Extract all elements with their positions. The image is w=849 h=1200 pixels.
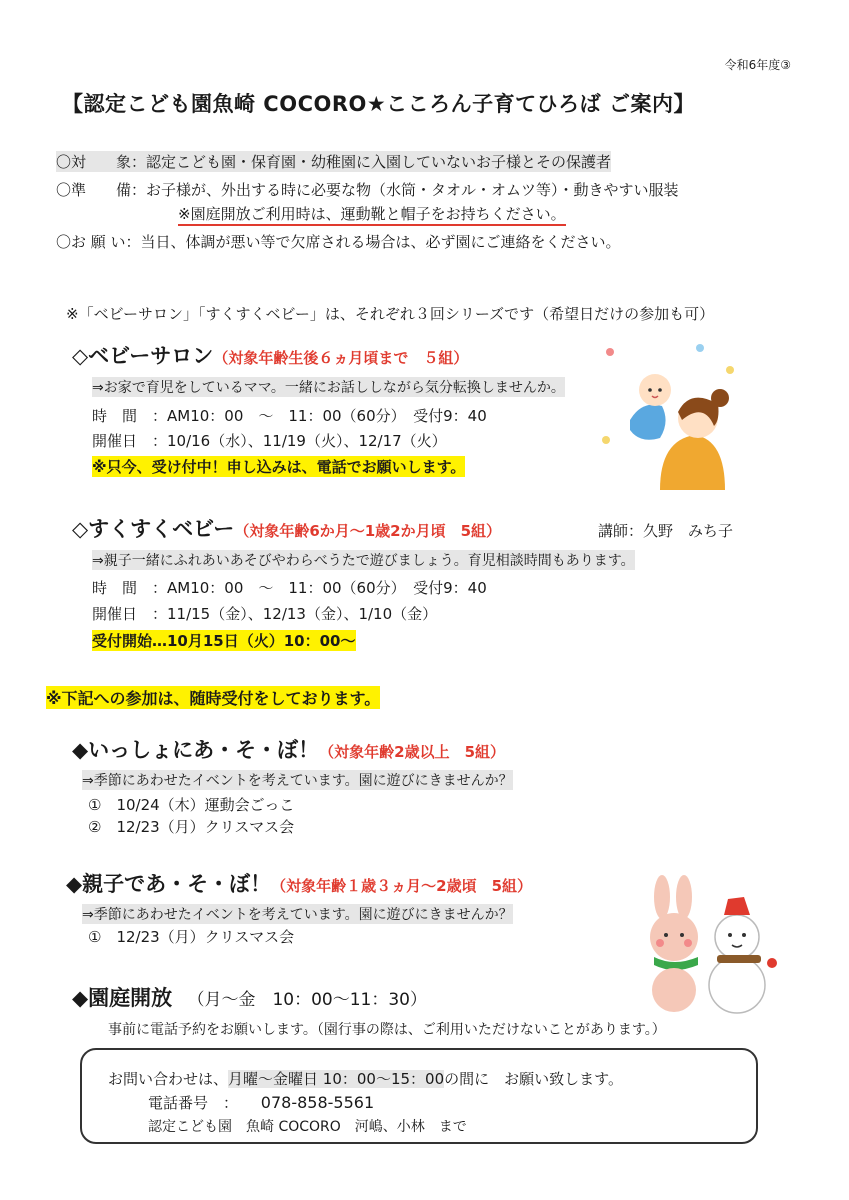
- baby-salon-heading: [72, 340, 468, 370]
- fiscal-year-label: 令和6年度③: [724, 58, 791, 72]
- target-text: ：認定こども園・保育園・幼稚園に入園していないお子様とその保護者: [131, 153, 612, 171]
- mother-baby-illustration: [600, 340, 740, 490]
- target-row: [56, 151, 611, 172]
- snowman-body: [709, 957, 765, 1013]
- rabbit-ear: [676, 875, 692, 919]
- anytime-note: ※下記への参加は、随時受付をしております。: [46, 686, 380, 709]
- request-row: [56, 231, 621, 252]
- dot-icon: [606, 348, 614, 356]
- baby-salon-time: 時 間 ：AM10：00 ～ 11：00（60分） 受付9：40: [92, 407, 487, 425]
- sukusuku-title: ◇すくすくベビー: [72, 517, 235, 541]
- mother-bun: [711, 389, 729, 407]
- mother-body: [660, 435, 725, 490]
- contact-pre: お問い合わせは、: [108, 1070, 229, 1088]
- snowman-head: [715, 915, 759, 959]
- baby-face: [639, 374, 671, 406]
- prep-row: [56, 179, 679, 200]
- snowman-hat: [724, 897, 750, 915]
- issho-item: ② 12/23（月）クリスマス会: [88, 818, 295, 836]
- rabbit-snowman-illustration: [632, 875, 792, 1015]
- phone-number: 078-858-5561: [260, 1093, 375, 1112]
- prep-label: 〇準 備: [56, 181, 132, 199]
- baby-salon-target: （対象年齢生後６ヵ月頃まで ５組）: [213, 349, 469, 367]
- rabbit-body: [652, 968, 696, 1012]
- sukusuku-time: 時 間 ：AM10：00 ～ 11：00（60分） 受付9：40: [92, 579, 487, 597]
- garden-desc: 事前に電話予約をお願いします。（園行事の際は、ご利用いただけないことがあります。）: [108, 1022, 666, 1038]
- snowman-mitten: [767, 958, 777, 968]
- phone-label: 電話番号 ：: [148, 1094, 239, 1112]
- prep-note: ※園庭開放ご利用時は、運動靴と帽子をお持ちください。: [178, 203, 566, 224]
- sukusuku-dates: 開催日 ：11/15（金）、12/13（金）、1/10（金）: [92, 605, 438, 623]
- dot-icon: [696, 344, 704, 352]
- oyako-desc: ⇒季節にあわせたイベントを考えています。園に遊びにきませんか？: [82, 904, 513, 924]
- contact-phone-row: [148, 1092, 374, 1113]
- issho-title: ◆いっしょにあ・そ・ぼ！: [72, 738, 320, 762]
- dot-icon: [726, 366, 734, 374]
- rabbit-face: [650, 913, 698, 961]
- sukusuku-notice: 受付開始…10月15日（火）10：00～: [92, 632, 356, 650]
- dot-icon: [602, 436, 610, 444]
- oyako-target: （対象年齢１歳３ヵ月～2歳頃 5組）: [271, 877, 533, 895]
- garden-title: ◆園庭開放: [72, 986, 173, 1010]
- issho-desc: ⇒季節にあわせたイベントを考えています。園に遊びにきませんか？: [82, 770, 513, 790]
- sukusuku-heading: [72, 513, 501, 543]
- sukusuku-lecturer: 講師：久野 みち子: [598, 522, 734, 540]
- page-title: 【認定こども園魚崎 COCORO★こころん子育てひろば ご案内】: [62, 92, 695, 116]
- oyako-item: ① 12/23（月）クリスマス会: [88, 928, 295, 946]
- contact-hours: 月曜～金曜日 10：00～15：00: [228, 1070, 445, 1088]
- contact-line: [108, 1068, 623, 1089]
- issho-item: ① 10/24（木）運動会ごっこ: [88, 796, 295, 814]
- rabbit-ear: [654, 875, 670, 919]
- issho-target: （対象年齢2歳以上 5組）: [319, 743, 506, 761]
- garden-heading: [72, 982, 427, 1012]
- prep-text: ：お子様が、外出する時に必要な物（水筒・タオル・オムツ等）・動きやすい服装: [131, 181, 679, 199]
- issho-heading: [72, 734, 505, 764]
- request-text: ：当日、体調が悪い等で欠席される場合は、必ず園にご連絡をください。: [125, 233, 621, 251]
- target-label: 〇対 象: [56, 153, 132, 171]
- contact-org: 認定こども園 魚崎 COCORO 河嶋、小林 まで: [148, 1119, 467, 1135]
- series-note: ※「ベビーサロン」「すくすくベビー」は、それぞれ３回シリーズです（希望日だけの参加も可）: [66, 305, 715, 323]
- baby-salon-dates: 開催日 ：10/16（水）、11/19（火）、12/17（火）: [92, 432, 447, 450]
- sukusuku-target: （対象年齢6か月～1歳2か月頃 5組）: [234, 522, 502, 540]
- garden-hours: （月～金 10：00～11：30）: [187, 990, 427, 1010]
- sukusuku-desc: ⇒親子一緒にふれあいあそびやわらべうたで遊びましょう。育児相談時間もあります。: [92, 550, 635, 570]
- contact-post: の間に お願い致します。: [444, 1070, 623, 1088]
- baby-salon-desc: ⇒お家で育児をしているママ。一緒にお話ししながら気分転換しませんか。: [92, 377, 565, 397]
- baby-salon-notice: ※只今、受け付中！申し込みは、電話でお願いします。: [92, 458, 466, 476]
- baby-salon-title: ◇ベビーサロン: [72, 344, 214, 368]
- oyako-heading: [66, 868, 532, 898]
- request-label: 〇お 願 い: [56, 233, 126, 251]
- snowman-scarf: [717, 955, 761, 963]
- oyako-title: ◆親子であ・そ・ぼ！: [66, 872, 272, 896]
- baby-body: [630, 405, 666, 440]
